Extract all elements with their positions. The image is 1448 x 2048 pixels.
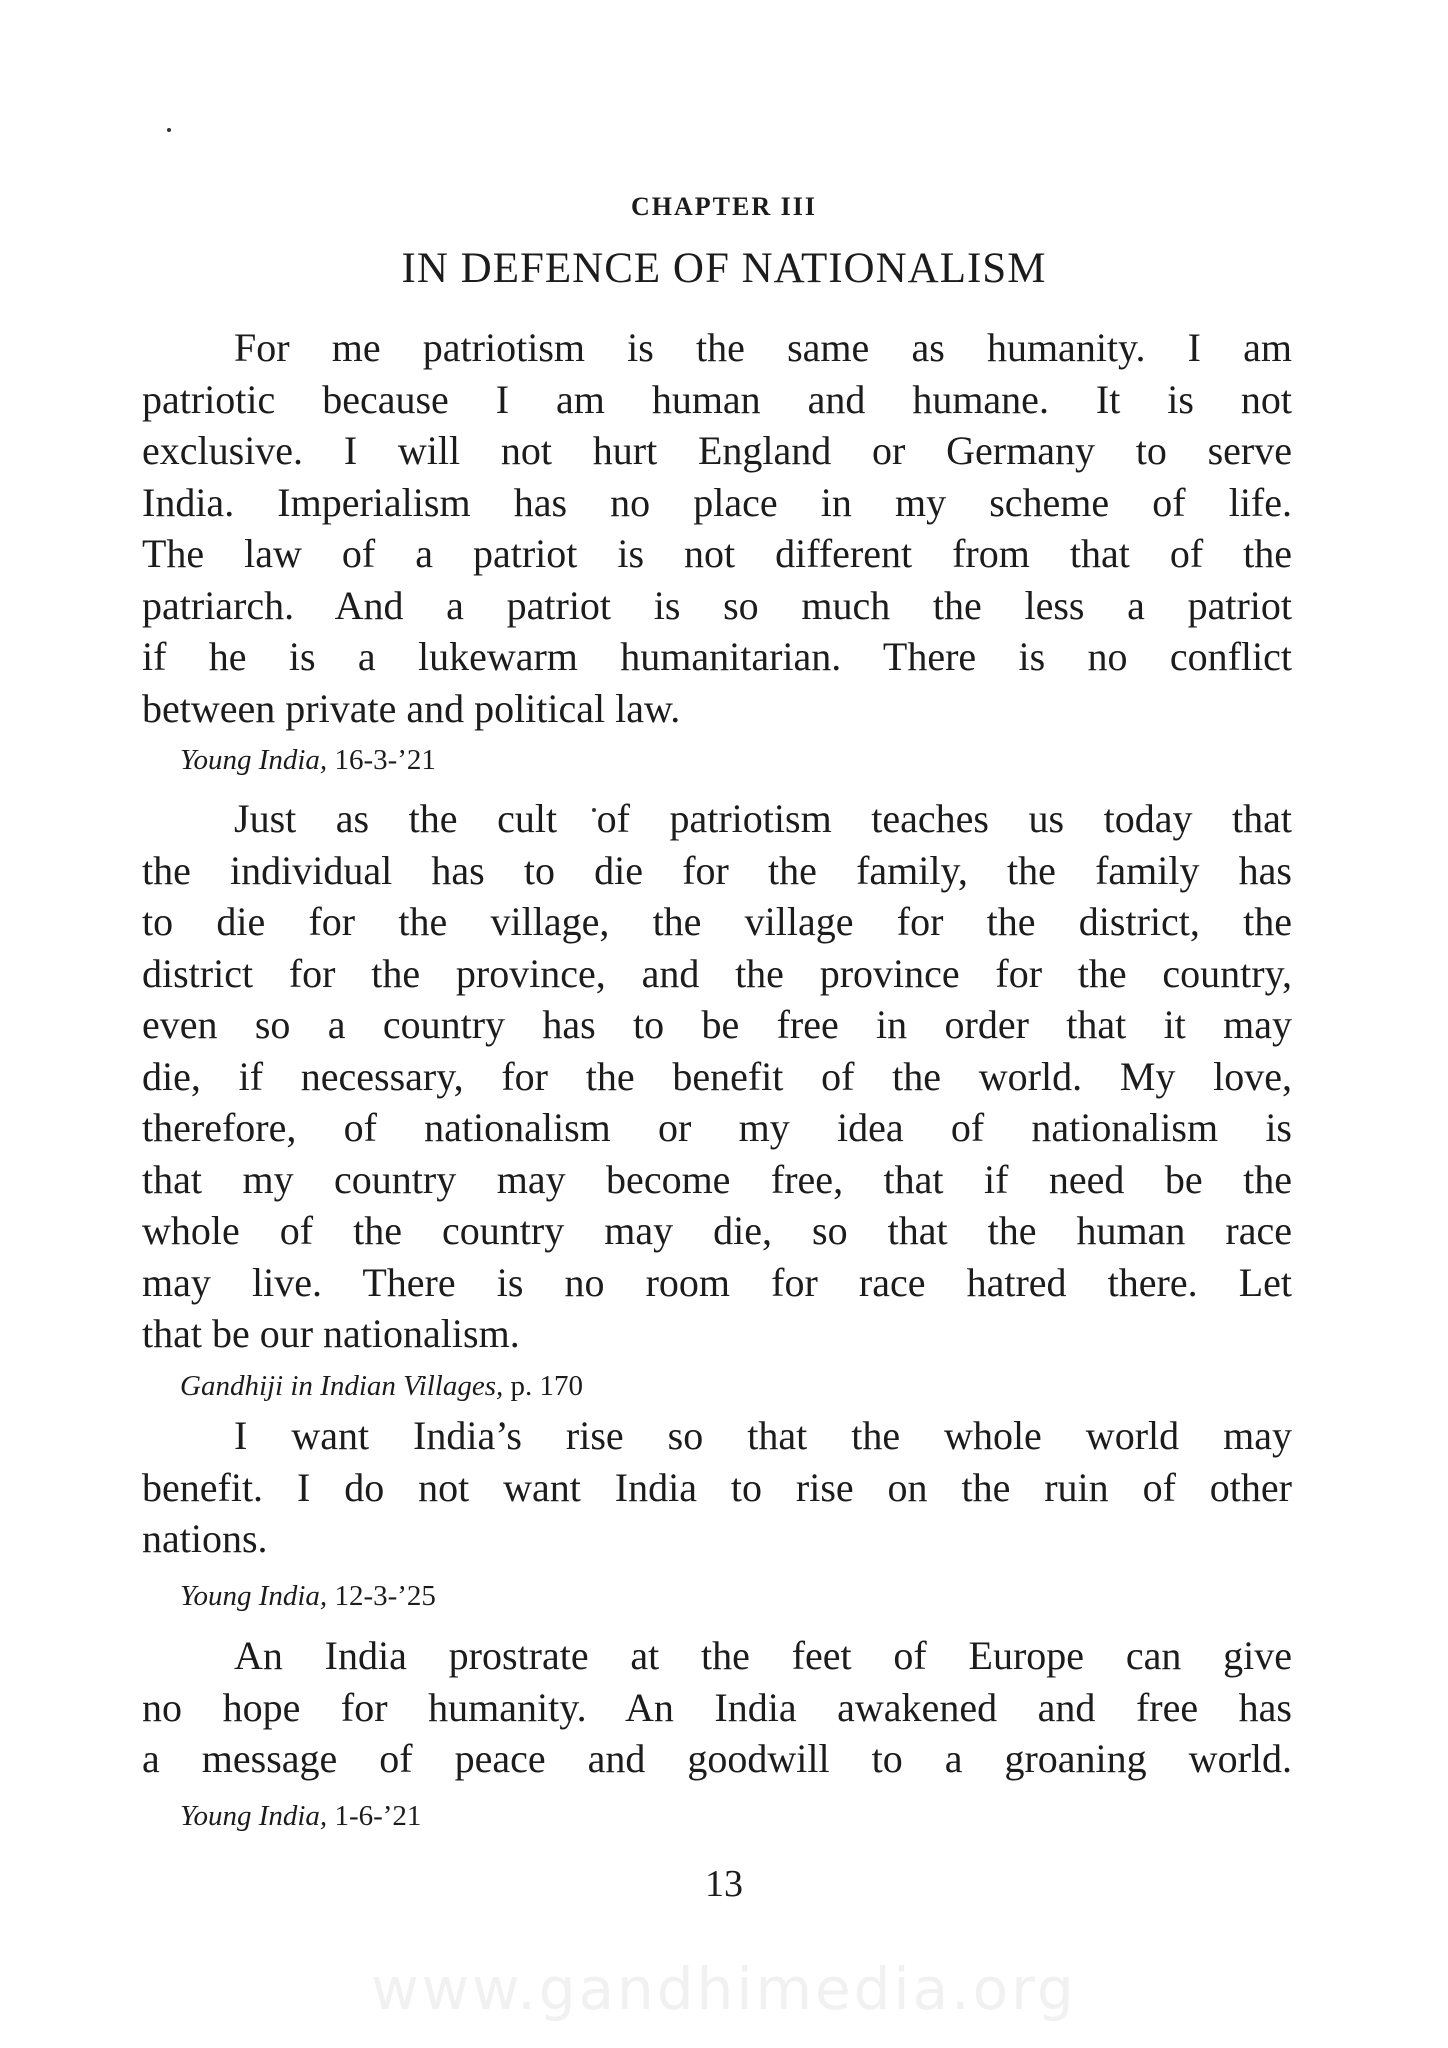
- watermark: www.gandhimedia.org: [371, 1955, 1077, 2023]
- passage-line: patriarch. And a patriot is so much the less a patriot: [142, 582, 1292, 628]
- passage-line: I want India’s rise so that the whole world may: [234, 1413, 1292, 1458]
- passage-line: between private and political law.: [142, 685, 681, 731]
- passage-line: For me patriotism is the same as humanity. I am: [234, 325, 1292, 370]
- passage-1: [142, 322, 1292, 734]
- passage-line: district for the province, and the province for the country,: [142, 950, 1292, 996]
- source-work: Young India,: [180, 1800, 328, 1832]
- passage-line: India. Imperialism has no place in my scheme of life.: [142, 479, 1292, 525]
- passage-line: may live. There is no room for race hatred there. Let: [142, 1259, 1292, 1305]
- source-ref: 1-6-’21: [334, 1800, 422, 1832]
- passage-line: An India prostrate at the feet of Europe can give: [234, 1633, 1292, 1678]
- source-citation: [180, 1370, 583, 1403]
- passage-line: nations.: [142, 1516, 268, 1561]
- passage-line: whole of the country may die, so that the human race: [142, 1208, 1292, 1253]
- chapter-title: IN DEFENCE OF NATIONALISM: [401, 245, 1047, 292]
- passage-line: the individual has to die for the family, the family has: [142, 847, 1292, 893]
- chapter-label: CHAPTER III: [631, 192, 817, 221]
- passage-line: that my country may become free, that if need be the: [142, 1156, 1292, 1202]
- passage-line: The law of a patriot is not different from that of the: [142, 531, 1292, 576]
- passage-line: no hope for humanity. An India awakened and free has: [142, 1684, 1292, 1730]
- source-work: Young India,: [180, 744, 328, 776]
- passage-line: a message of peace and goodwill to a groaning world.: [142, 1736, 1292, 1781]
- source-citation: [180, 1580, 436, 1613]
- passage-line: even so a country has to be free in order that it may: [142, 1002, 1292, 1047]
- passage-line: to die for the village, the village for the district, the: [142, 899, 1292, 944]
- source-work: Young India,: [180, 1580, 328, 1612]
- passage-4: [142, 1630, 1292, 1785]
- source-ref: 12-3-’25: [334, 1580, 436, 1612]
- passage-line: therefore, of nationalism or my idea of nationalism is: [142, 1105, 1292, 1150]
- passage-line: Just as the cult of patriotism teaches us today that: [234, 796, 1292, 841]
- passage-line: benefit. I do not want India to rise on the ruin of other: [142, 1464, 1292, 1510]
- source-ref: p. 170: [510, 1370, 584, 1402]
- passage-line: die, if necessary, for the benefit of the world. My love,: [142, 1053, 1292, 1099]
- source-work: Gandhiji in Indian Villages,: [180, 1370, 504, 1402]
- source-citation: [180, 744, 436, 777]
- passage-line: exclusive. I will not hurt England or Germany to serve: [142, 428, 1292, 473]
- stray-mark: [167, 128, 171, 132]
- passage-3: [142, 1410, 1292, 1565]
- passage-2: [142, 793, 1292, 1360]
- passage-line: that be our nationalism.: [142, 1311, 520, 1356]
- page-number: 13: [705, 1863, 743, 1905]
- passage-line: patriotic because I am human and humane. It is not: [142, 376, 1292, 422]
- source-citation: [180, 1800, 421, 1833]
- source-ref: 16-3-’21: [334, 744, 436, 776]
- passage-line: if he is a lukewarm humanitarian. There is no conflict: [142, 634, 1292, 679]
